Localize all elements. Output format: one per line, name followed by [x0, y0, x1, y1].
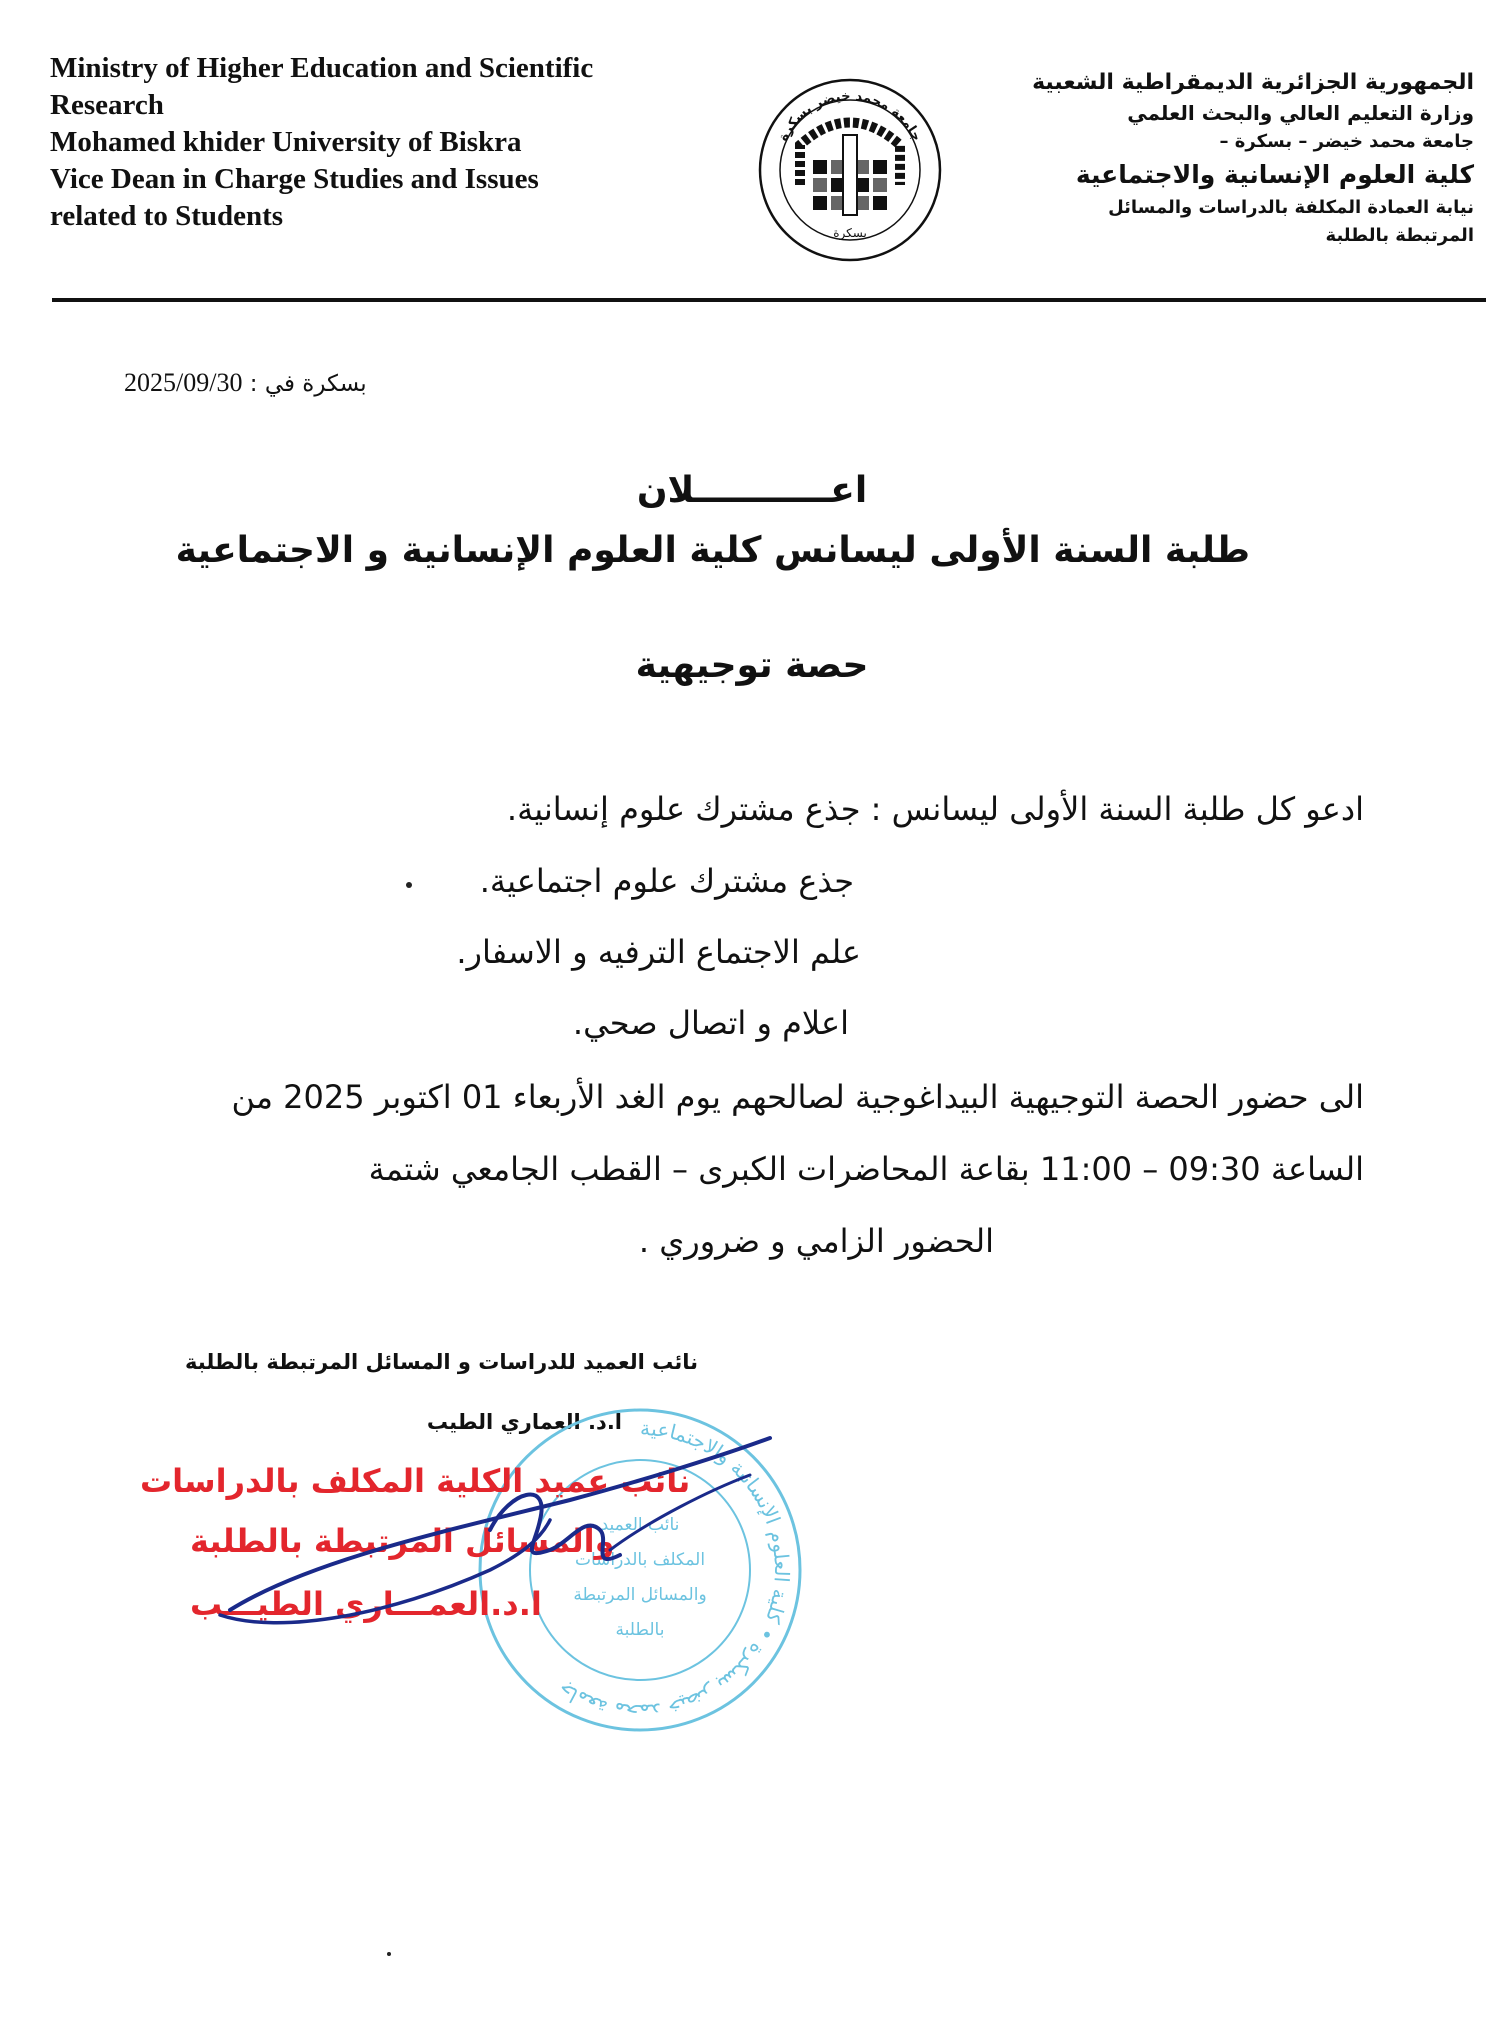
header-ar-line: جامعة محمد خيضر – بسكرة – — [1219, 131, 1474, 152]
signatory-title: نائب العميد للدراسات و المسائل المرتبطة بالطلبة — [185, 1350, 698, 1374]
signatory-name: ا.د. العماري الطيب — [426, 1410, 622, 1434]
logo-ring-text: جامعة محمد خيضر بسكرة — [775, 88, 925, 144]
header-ar-line: الجمهورية الجزائرية الديمقراطية الشعبية — [1032, 70, 1474, 95]
date-line — [124, 368, 367, 398]
header-ar-line: المرتبطة بالطلبة — [1325, 225, 1474, 246]
stray-dot — [406, 882, 412, 888]
stray-dot — [387, 1952, 391, 1956]
header-en-line: Mohamed khider University of Biskra — [50, 126, 522, 158]
body-line: علم الاجتماع الترفيه و الاسفار. — [456, 933, 861, 971]
header-ar-line: كلية العلوم الإنسانية والاجتماعية — [1075, 160, 1474, 189]
seal-center-line: والمسائل المرتبطة — [573, 1585, 707, 1605]
seal-center-line: نائب العميد — [600, 1515, 680, 1535]
red-stamp-line: ا.د.العمـــاري الطيـــب — [190, 1585, 542, 1623]
body-line: اعلام و اتصال صحي. — [572, 1004, 849, 1042]
announcement-title: اعـــــــــــلان — [636, 470, 868, 511]
header-en-line: related to Students — [50, 200, 284, 232]
header-english — [50, 50, 690, 235]
header-en-line: Ministry of Higher Education and Scientific — [50, 52, 594, 84]
header-en-line: Vice Dean in Charge Studies and Issues — [50, 163, 539, 195]
header-divider — [52, 298, 1486, 302]
red-stamp-line: والمسائل المرتبطة بالطلبة — [190, 1522, 615, 1560]
seal-center-line: بالطلبة — [615, 1620, 665, 1640]
date-value: 2025/09/30 — [124, 368, 243, 397]
body-line: الساعة 09:30 – 11:00 بقاعة المحاضرات الكبرى – القطب الجامعي شتمة — [368, 1150, 1364, 1188]
body-line: الى حضور الحصة التوجيهية البيداغوجية لصالحهم يوم الغد الأربعاء 01 اكتوبر 2025 من — [231, 1078, 1364, 1116]
session-title: حصة توجيهية — [635, 645, 869, 686]
seal-ring-text: جامعة محمد خيضر بسكرة • كلية العلوم الإنسانية والاجتماعية — [553, 1415, 795, 1725]
university-logo — [755, 75, 945, 265]
body-line: الحضور الزامي و ضروري . — [638, 1222, 994, 1260]
announcement-subtitle: طلبة السنة الأولى ليسانس كلية العلوم الإنسانية و الاجتماعية — [175, 530, 1250, 571]
body-line: ادعو كل طلبة السنة الأولى ليسانس : جذع مشترك علوم إنسانية. — [506, 790, 1364, 828]
body-line: جذع مشترك علوم اجتماعية. — [479, 862, 854, 900]
seal-center-line: المكلف بالدراسات — [574, 1550, 706, 1570]
header-en-line: Research — [50, 89, 164, 121]
header-ar-line: نيابة العمادة المكلفة بالدراسات والمسائل — [1108, 197, 1474, 218]
logo-bottom-text: بسكرة — [833, 226, 867, 240]
handwritten-signature — [190, 1420, 790, 1650]
red-stamp-line: نائب عميد الكلية المكلف بالدراسات — [140, 1462, 691, 1500]
header-ar-line: وزارة التعليم العالي والبحث العلمي — [1127, 101, 1474, 125]
date-label: بسكرة في : — [249, 371, 367, 397]
header-arabic — [1014, 68, 1474, 250]
